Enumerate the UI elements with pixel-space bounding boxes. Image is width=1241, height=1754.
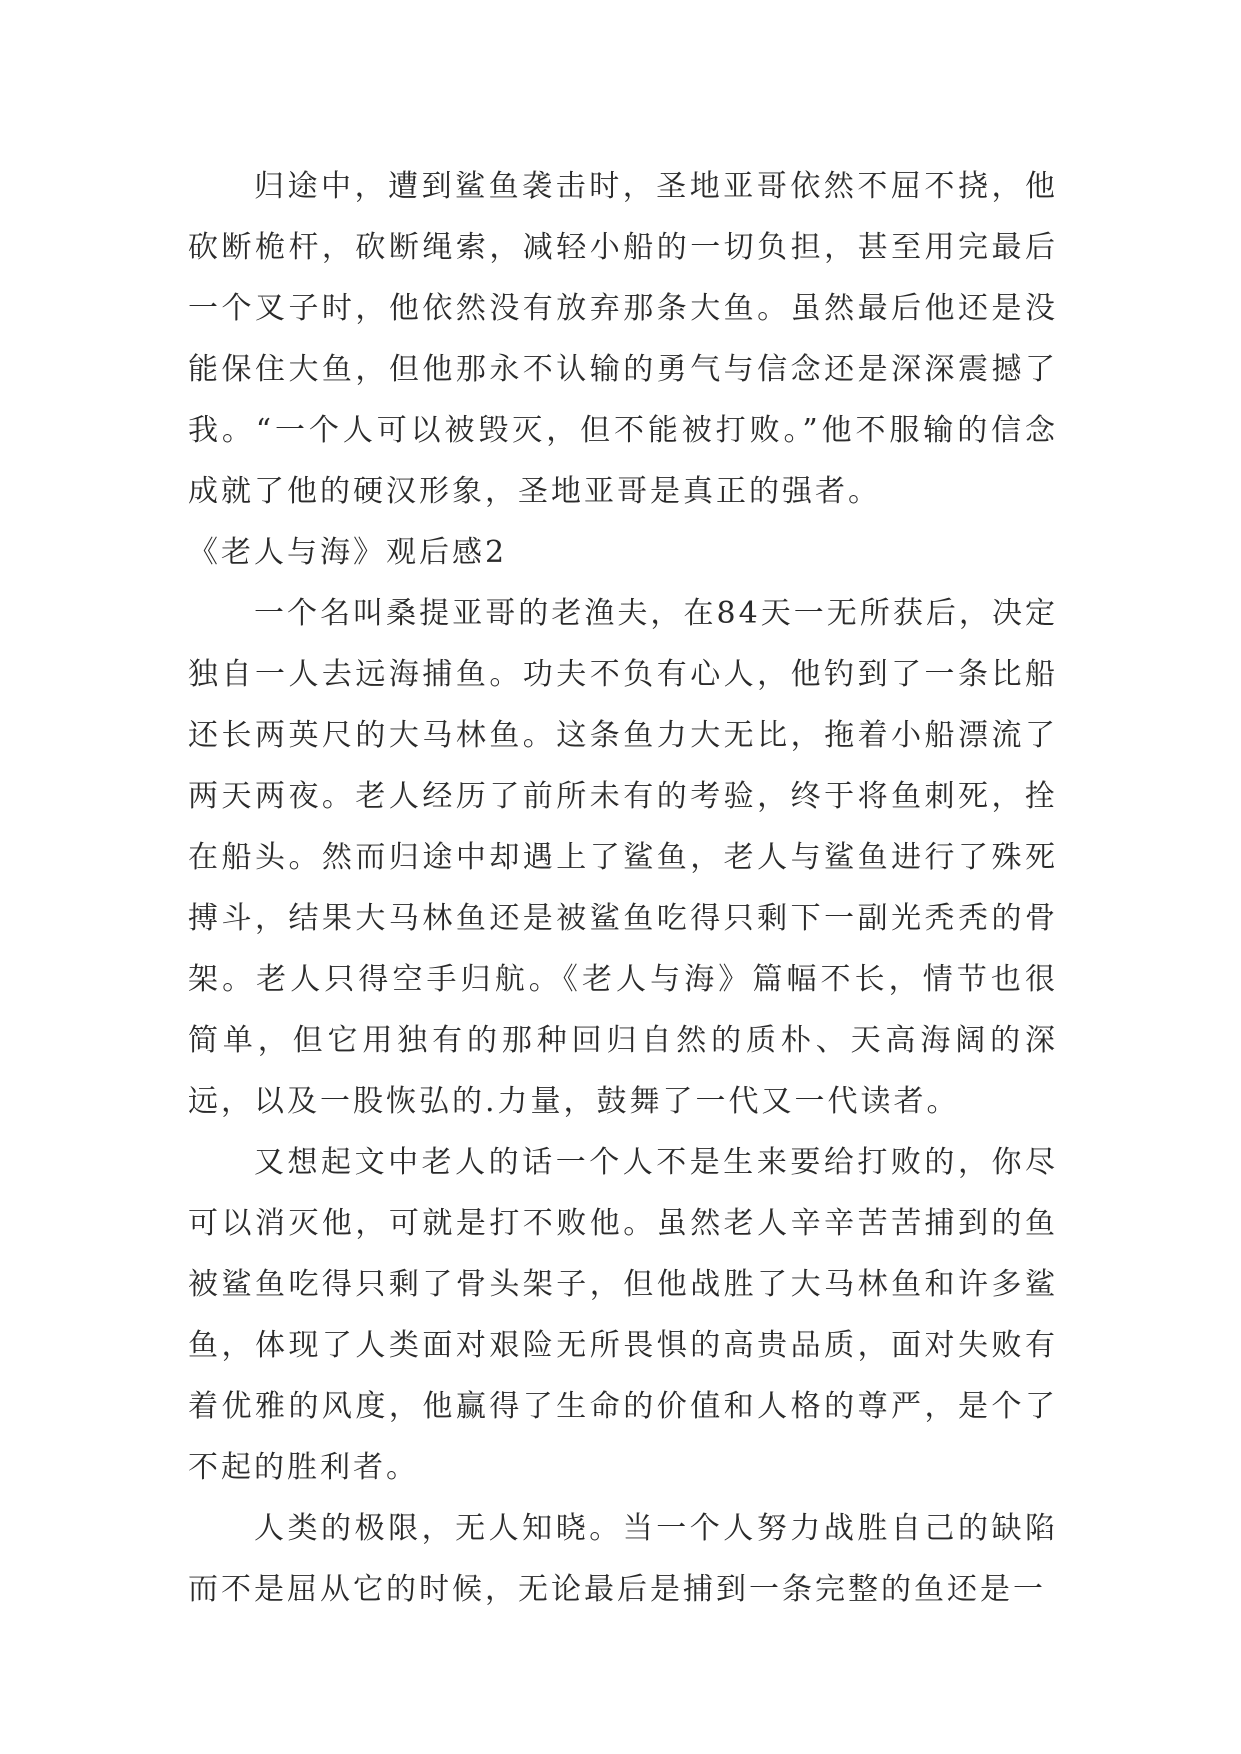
document-body: [188, 156, 1058, 1620]
paragraph-4: 人类的极限，无人知晓。当一个人努力战胜自己的缺陷而不是屈从它的时候，无论最后是捕到一条完整的鱼还是一: [188, 1511, 1058, 1607]
paragraph-2: 一个名叫桑提亚哥的老渔夫，在84天一无所获后，决定独自一人去远海捕鱼。功夫不负有心人，他钓到了一条比船还长两英尺的大马林鱼。这条鱼力大无比，拖着小船漂流了两天两夜。老人经历了前所未有的考验，终于将鱼刺死，拴在船头。然而归途中却遇上了鲨鱼，老人与鲨鱼进行了殊死搏斗，结果大马林鱼还是被鲨鱼吃得只剩下一副光秃秃的骨架。老人只得空手归航。《老人与海》篇幅不长，情节也很简单，但它用独有的那种回归自然的质朴、天高海阔的深远，以及一股恢弘的.力量，鼓舞了一代又一代读者。: [188, 596, 1058, 1119]
paragraph-1: 归途中，遭到鲨鱼袭击时，圣地亚哥依然不屈不挠，他砍断桅杆，砍断绳索，减轻小船的一切负担，甚至用完最后一个叉子时，他依然没有放弃那条大鱼。虽然最后他还是没能保住大鱼，但他那永不认输的勇气与信念还是深深震撼了我。“一个人可以被毁灭，但不能被打败。”他不服输的信念成就了他的硬汉形象，圣地亚哥是真正的强者。: [188, 169, 1058, 509]
paragraph-3: 又想起文中老人的话一个人不是生来要给打败的，你尽可以消灭他，可就是打不败他。虽然老人辛辛苦苦捕到的鱼被鲨鱼吃得只剩了骨头架子，但他战胜了大马林鱼和许多鲨鱼，体现了人类面对艰险无所畏惧的高贵品质，面对失败有着优雅的风度，他赢得了生命的价值和人格的尊严，是个了不起的胜利者。: [188, 1145, 1058, 1485]
section-heading: 《老人与海》观后感2: [188, 535, 508, 570]
